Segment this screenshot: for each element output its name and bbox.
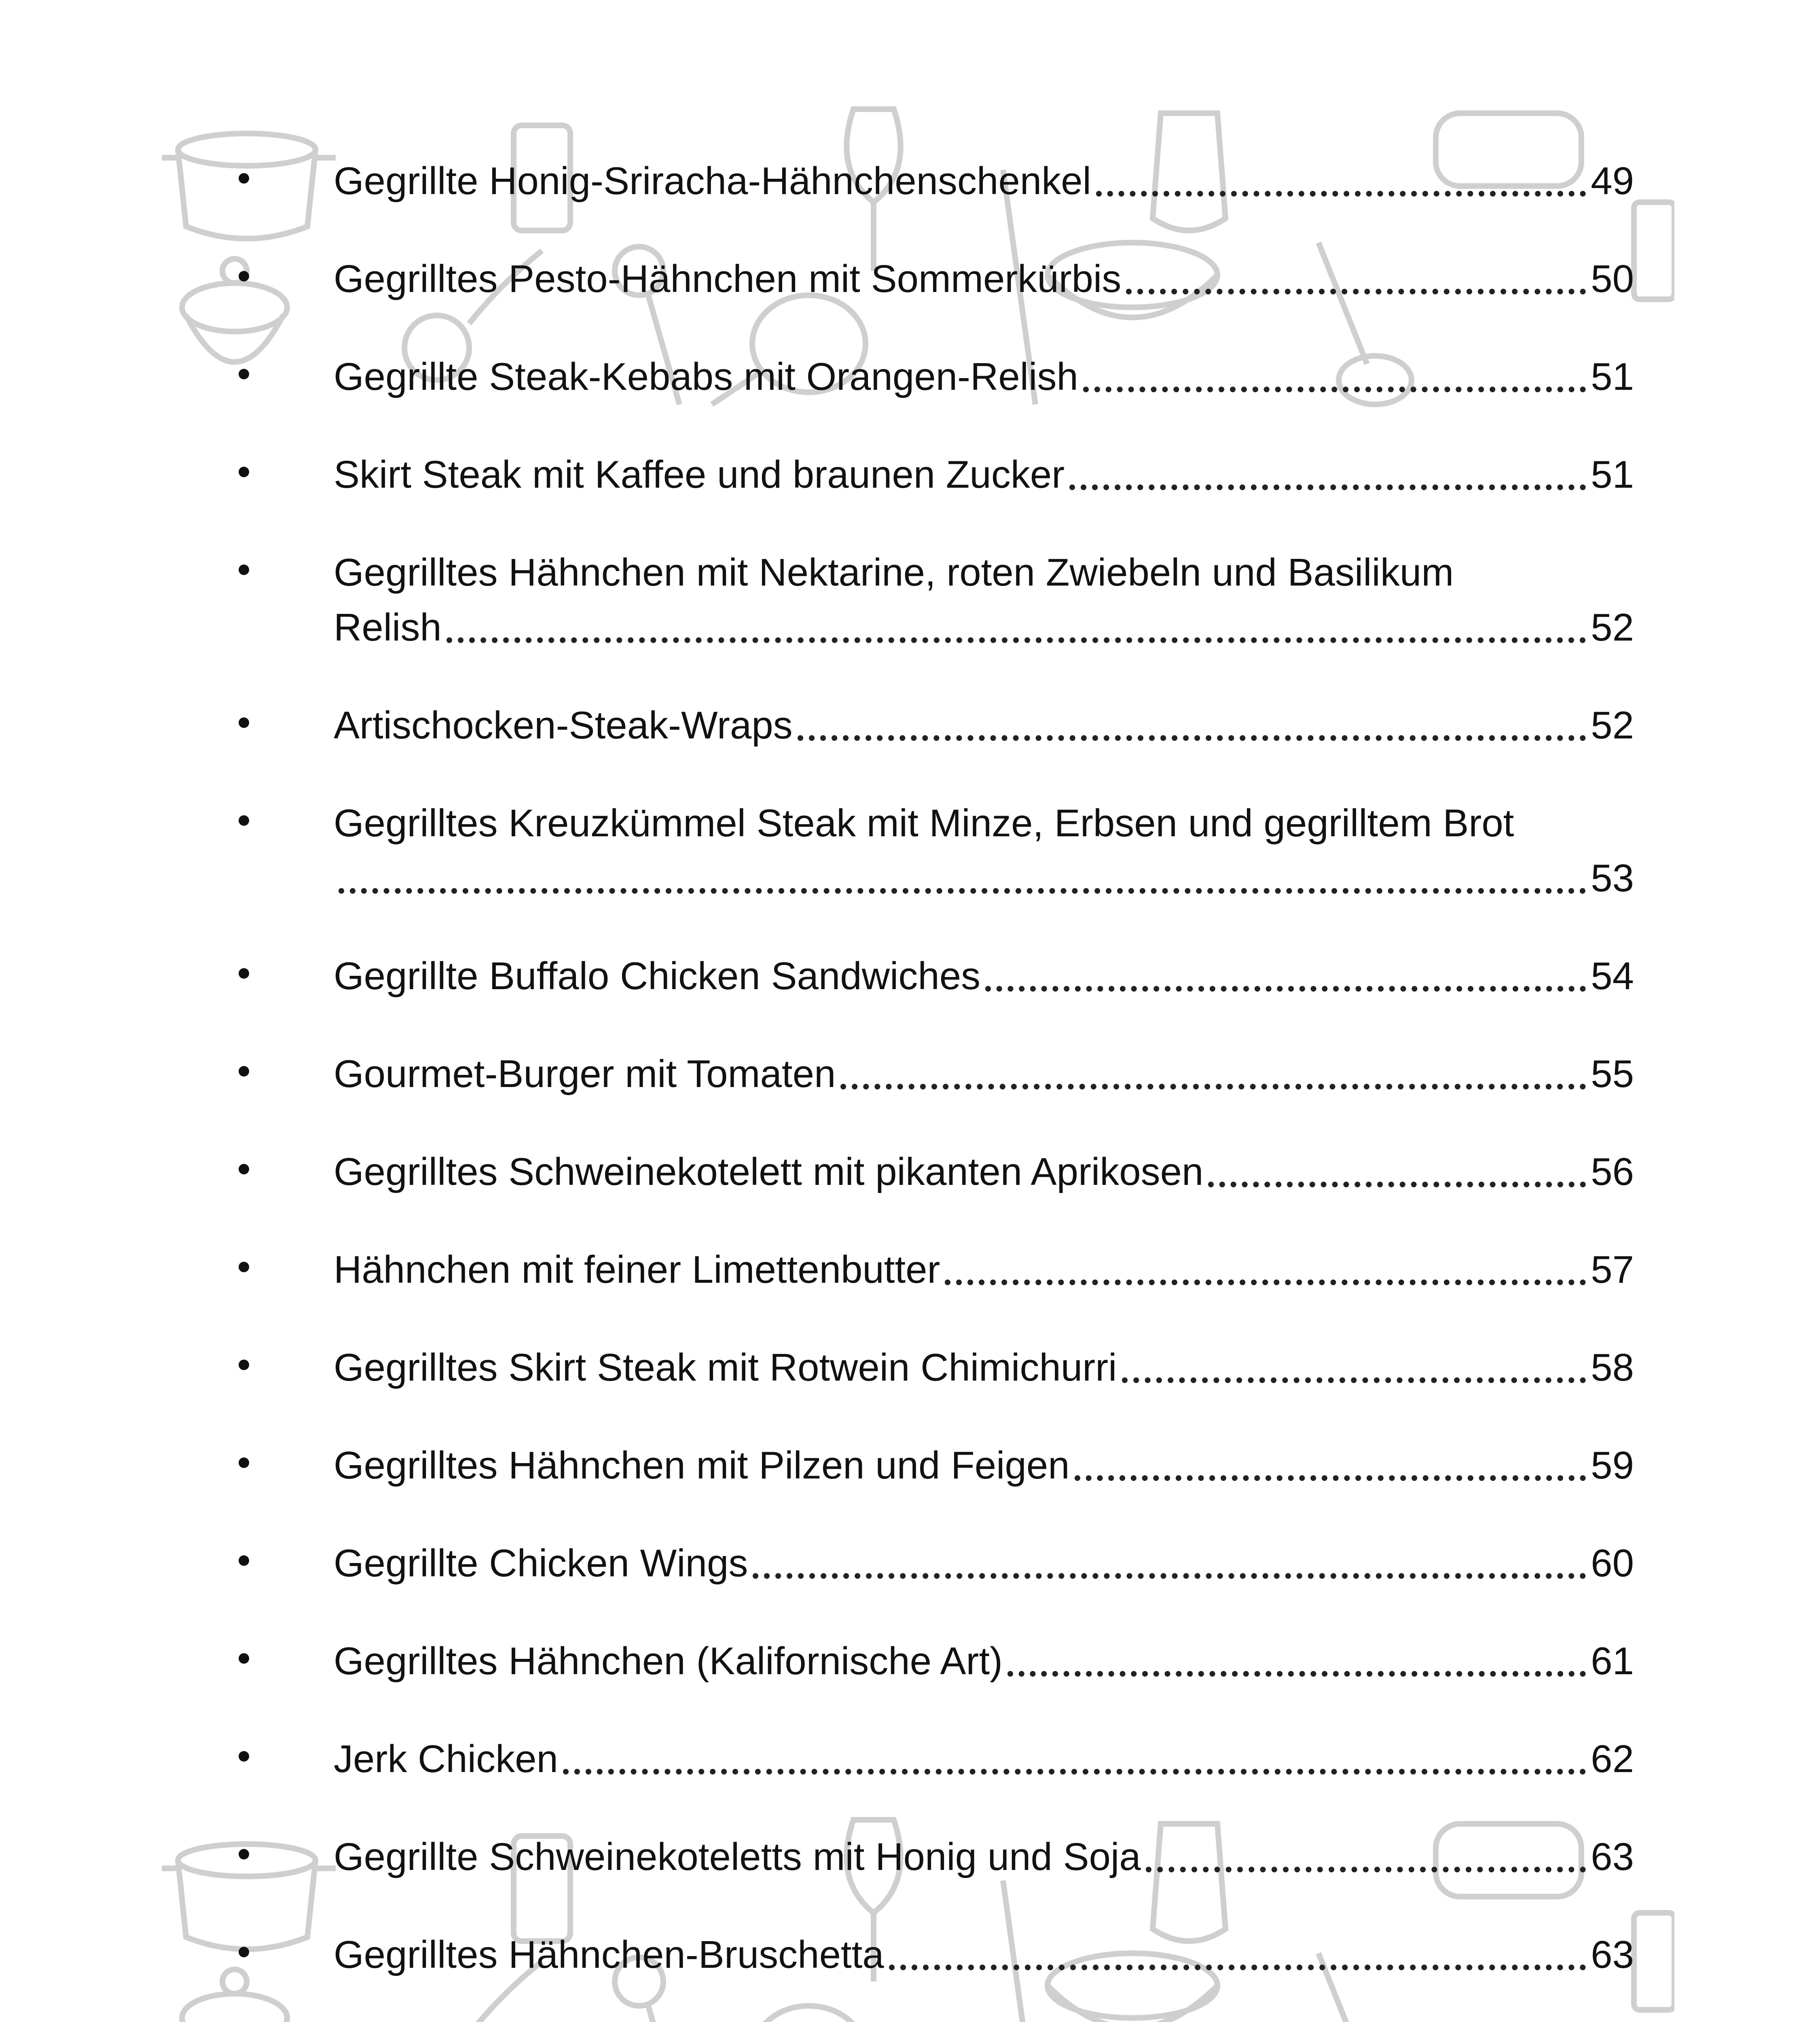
bullet-icon [239,1751,249,1762]
bullet-icon [239,1555,249,1566]
dot-leader [1069,484,1586,490]
dot-leader [1122,1377,1586,1383]
toc-entry-page: 50 [1591,257,1634,300]
toc-entry [267,154,1634,209]
toc-entry [267,1438,1634,1493]
dot-leader [339,888,1586,894]
dot-leader [753,1573,1586,1579]
bullet-icon [239,815,249,826]
toc-entry-title: Hähnchen mit feiner Limettenbutter [334,1248,940,1291]
toc-entry-page: 54 [1591,954,1634,998]
bullet-icon [239,271,249,281]
toc-entry-page: 56 [1591,1150,1634,1193]
dot-leader [889,1965,1586,1970]
dot-leader [563,1769,1586,1775]
toc-entry-title: Gegrilltes Hähnchen mit Pilzen und Feigen [334,1444,1070,1487]
toc-entry-title: Artischocken-Steak-Wraps [334,704,793,747]
toc-entry-title: Gegrilltes Pesto-Hähnchen mit Sommerkürbis [334,257,1122,300]
toc-entry [267,1340,1634,1395]
dot-leader [1146,1867,1586,1872]
bullet-icon [239,1066,249,1077]
toc-entry-title: Gegrilltes Hähnchen (Kalifornische Art) [334,1639,1003,1683]
bullet-icon [239,1360,249,1370]
toc-entry [267,1634,1634,1689]
dot-leader [1208,1182,1586,1187]
toc-entry-page: 63 [1591,1835,1634,1878]
bullet-icon [239,467,249,477]
toc-entry-page: 59 [1591,1444,1634,1487]
bullet-icon [239,717,249,728]
bullet-icon [239,1849,249,1859]
toc-entry-page: 52 [1591,606,1634,649]
bullet-icon [239,1164,249,1174]
toc-entry-page: 63 [1591,1933,1634,1976]
toc-entry-title: Jerk Chicken [334,1737,558,1781]
toc-entry-page: 53 [1591,857,1634,900]
toc-entry [267,1144,1634,1199]
toc-entry-title-continued: Relish [334,606,442,649]
bullet-icon [239,968,249,979]
toc-entry-title: Gegrilltes Schweinekotelett mit pikanten Aprikosen [334,1150,1204,1193]
toc-entry [267,1927,1634,1982]
toc-entry [267,949,1634,1004]
toc-entry [267,698,1634,753]
toc-entry [267,1047,1634,1102]
toc-entry [267,1536,1634,1591]
toc-entry-title: Gegrillte Buffalo Chicken Sandwiches [334,954,981,998]
toc-entry [267,252,1634,307]
bullet-icon [239,369,249,379]
toc-entry-title: Gegrilltes Hähnchen-Bruschetta [334,1933,884,1976]
dot-leader [945,1280,1586,1285]
dot-leader [1083,387,1586,392]
toc-entry [267,447,1634,502]
toc-entry-title: Gegrillte Honig-Sriracha-Hähnchenschenkel [334,159,1091,203]
bullet-icon [239,1947,249,1957]
toc-entry-page: 60 [1591,1542,1634,1585]
bullet-icon [239,1457,249,1468]
toc-entry [267,1830,1634,1885]
toc-entry-title: Gegrillte Schweinekoteletts mit Honig und Soja [334,1835,1141,1878]
toc-entry-title: Gegrilltes Hähnchen mit Nektarine, roten Zwiebeln und Basilikum [334,551,1454,594]
toc-entry [267,796,1634,906]
toc-entry-title: Gegrillte Chicken Wings [334,1542,748,1585]
toc-entry [267,1732,1634,1787]
table-of-contents [267,154,1634,2022]
toc-entry-page: 52 [1591,704,1634,747]
toc-entry-title: Gourmet-Burger mit Tomaten [334,1052,836,1096]
dot-leader [1096,191,1586,197]
bullet-icon [239,565,249,575]
dot-leader [985,986,1586,992]
toc-entry [267,349,1634,404]
bullet-icon [239,1653,249,1664]
toc-entry-page: 58 [1591,1346,1634,1389]
dot-leader [447,637,1586,643]
bullet-icon [239,1262,249,1272]
dot-leader [1126,289,1586,294]
dot-leader [1075,1475,1586,1481]
bullet-icon [239,173,249,184]
dot-leader [1007,1671,1586,1677]
toc-entry-page: 55 [1591,1052,1634,1096]
toc-entry-title: Skirt Steak mit Kaffee und braunen Zucker [334,453,1065,496]
toc-entry-page: 49 [1591,159,1634,203]
toc-entry-title: Gegrillte Steak-Kebabs mit Orangen-Relish [334,355,1078,398]
toc-entry-title: Gegrilltes Kreuzkümmel Steak mit Minze, Erbsen und gegrilltem Brot [334,802,1514,845]
toc-entry-page: 57 [1591,1248,1634,1291]
toc-entry-page: 51 [1591,453,1634,496]
toc-entry-page: 61 [1591,1639,1634,1683]
toc-entry [267,545,1634,655]
dot-leader [840,1084,1586,1089]
toc-entry-page: 62 [1591,1737,1634,1781]
toc-entry-page: 51 [1591,355,1634,398]
toc-entry-title: Gegrilltes Skirt Steak mit Rotwein Chimichurri [334,1346,1117,1389]
toc-entry [267,1242,1634,1297]
dot-leader [798,735,1586,741]
